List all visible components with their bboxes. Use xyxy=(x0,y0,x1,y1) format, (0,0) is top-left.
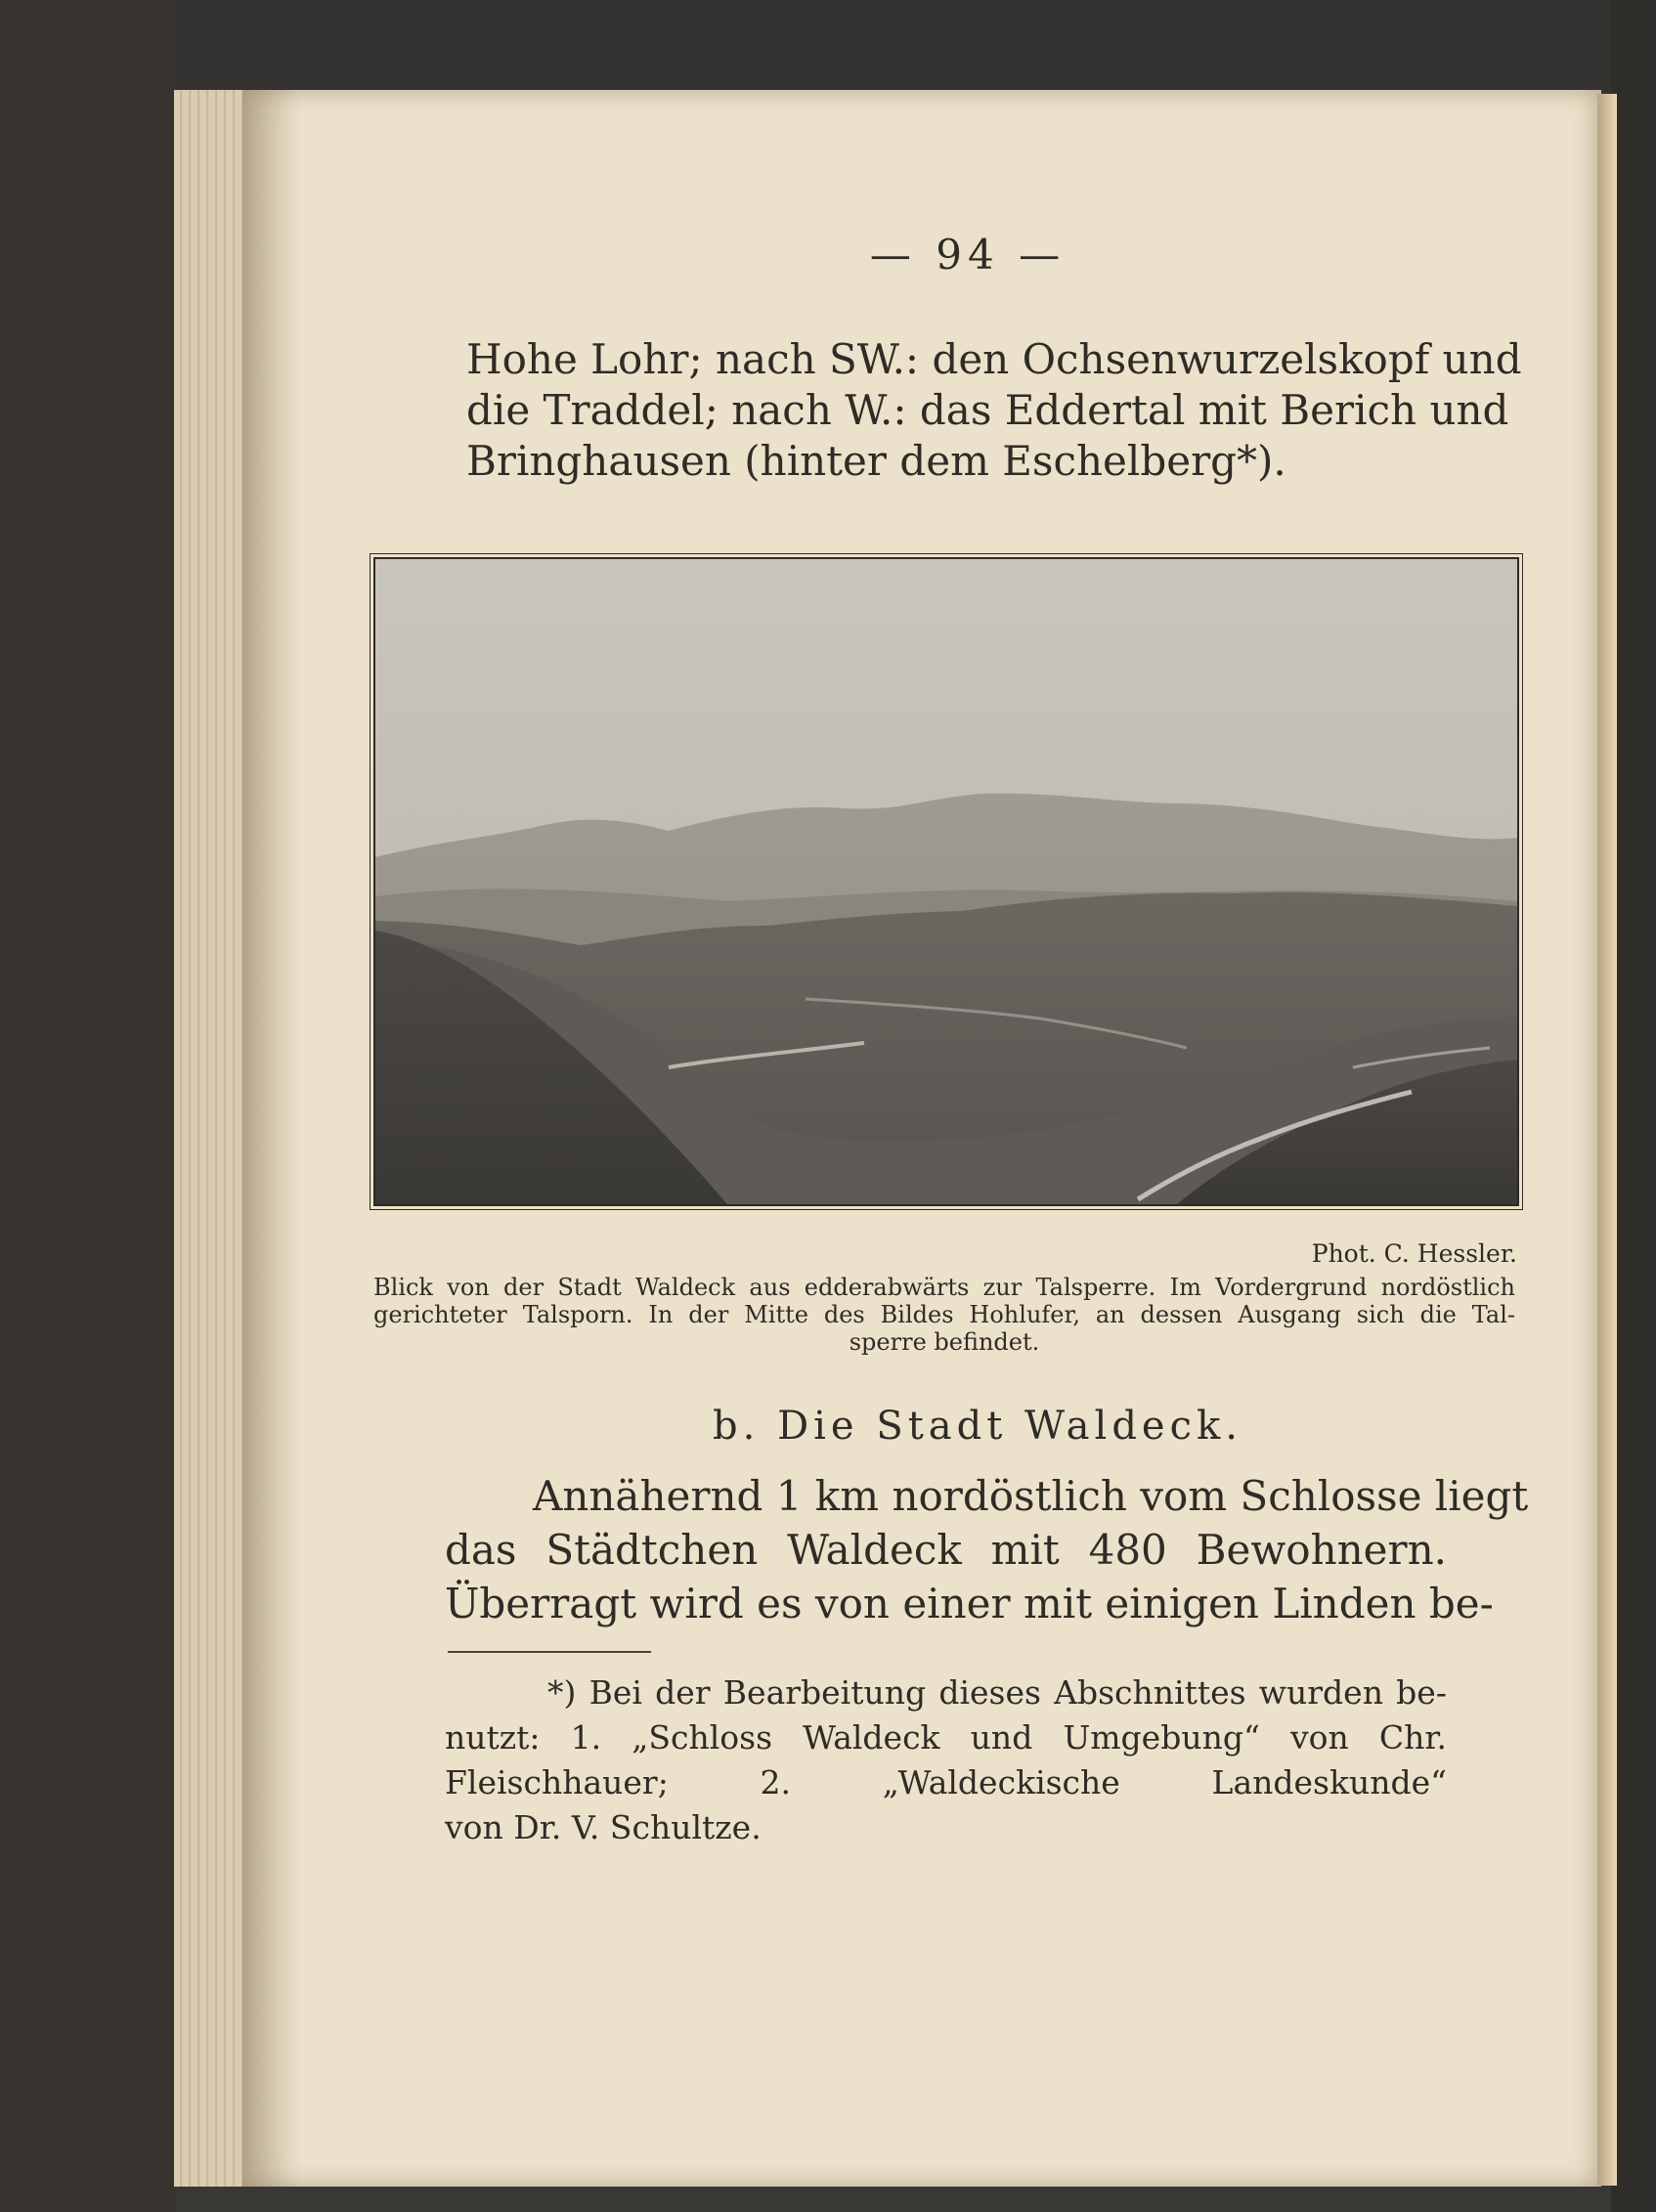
scan-background-top xyxy=(0,0,1656,94)
caption-line-1: Blick von der Stadt Waldeck aus edderabwärts zur Talsperre. Im Vordergrund nordöstlich xyxy=(373,1274,1515,1301)
facing-page-edge xyxy=(1597,94,1617,2186)
footnote-line-2: nutzt: 1. „Schloss Waldeck und Umgebung“ von Chr. xyxy=(445,1718,1447,1757)
photo-credit: Phot. C. Hessler. xyxy=(1311,1239,1517,1268)
page-edge-stack xyxy=(174,90,252,2187)
intro-line-3: Bringhausen (hinter dem Eschelberg*). xyxy=(466,437,1286,485)
landscape-photo xyxy=(373,557,1519,1206)
footnote-line-3: Fleischhauer; 2. „Waldeckische Landeskunde“ xyxy=(445,1763,1447,1801)
scan-background-left xyxy=(0,0,176,2212)
body-line-3: Überragt wird es von einer mit einigen Linden be- xyxy=(445,1580,1494,1627)
binding-shadow xyxy=(242,90,301,2187)
page-number: — 94 — xyxy=(869,231,1067,279)
caption-line-2: gerichteter Talsporn. In der Mitte des Bildes Hohlufer, an dessen Ausgang sich die Tal- xyxy=(373,1301,1515,1328)
scan-background-right xyxy=(1611,0,1656,2212)
landscape-photo-graphic xyxy=(375,559,1517,1204)
intro-line-2: die Traddel; nach W.: das Eddertal mit Berich und xyxy=(466,386,1509,434)
body-line-2: das Städtchen Waldeck mit 480 Bewohnern. xyxy=(445,1526,1447,1574)
section-heading: b. Die Stadt Waldeck. xyxy=(713,1404,1242,1449)
footnote-line-4: von Dr. V. Schultze. xyxy=(445,1808,762,1846)
caption-line-3: sperre befindet. xyxy=(849,1328,1040,1356)
intro-line-1: Hohe Lohr; nach SW.: den Ochsenwurzelskopf und xyxy=(466,335,1522,383)
footnote-line-1: *) Bei der Bearbeitung dieses Abschnittes wurden be- xyxy=(547,1673,1447,1712)
footnote-rule xyxy=(448,1651,651,1653)
body-line-1: Annähernd 1 km nordöstlich vom Schlosse liegt xyxy=(533,1472,1529,1520)
